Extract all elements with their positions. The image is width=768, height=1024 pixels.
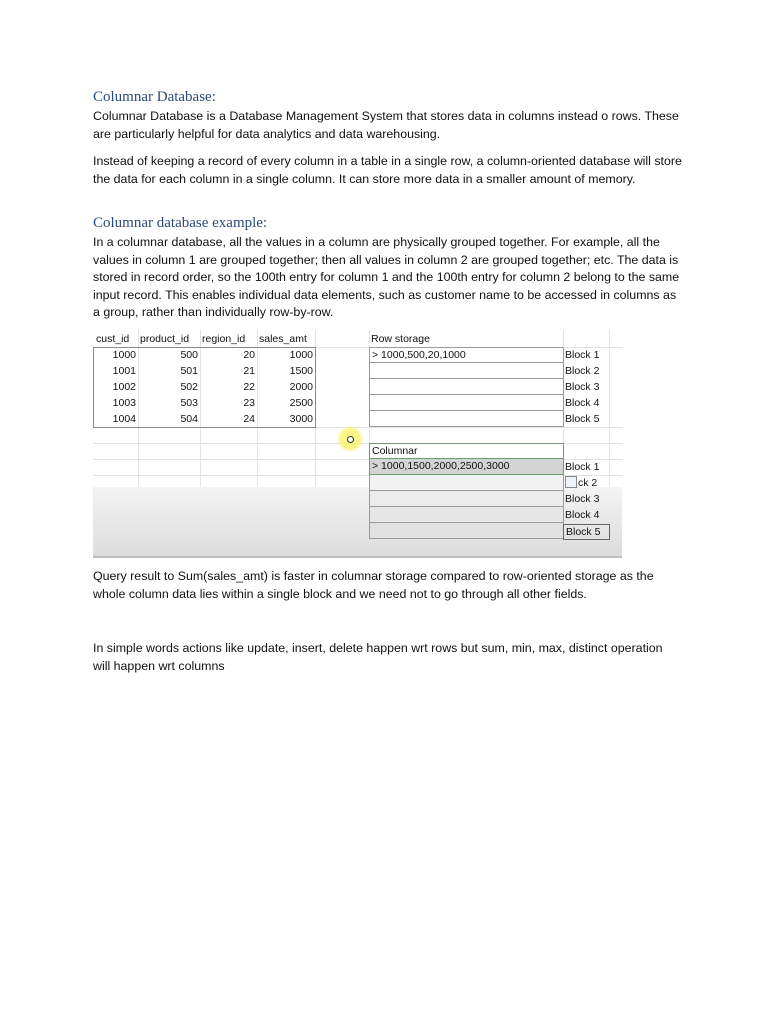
table-cell: 1001 (112, 365, 136, 377)
table-cell: 500 (180, 349, 198, 361)
row-storage-cell-4 (369, 395, 564, 411)
table-cell: 22 (243, 381, 255, 393)
paste-options-icon[interactable] (565, 476, 577, 488)
columnar-block-label: ck 2 (578, 477, 598, 489)
columnar-value-1: > 1000,1500,2000,2500,3000 (369, 459, 564, 475)
table-cell: 503 (180, 397, 198, 409)
row-block-label: Block 2 (565, 365, 600, 377)
cursor-icon (347, 436, 354, 443)
storage-paragraph: Instead of keeping a record of every column in a table in a single row, a column-oriented database will store the data for each column in a single column. It can store more data in a smaller amount of memory. (93, 154, 682, 186)
spreadsheet-image (93, 330, 622, 558)
row-storage-title: Row storage (371, 333, 430, 345)
columnar-cell-3 (369, 491, 564, 507)
row-storage-cell-5 (369, 411, 564, 427)
row-storage-value-1: > 1000,500,20,1000 (369, 347, 564, 363)
table-cell: 1000 (289, 349, 313, 361)
table-cell: 1002 (112, 381, 136, 393)
columnar-title: Columnar (369, 443, 564, 459)
columnar-block-label: Block 3 (565, 493, 600, 505)
table-cell: 2500 (289, 397, 313, 409)
summary-paragraph: In simple words actions like update, insert, delete happen wrt rows but sum, min, max, distinct operation will happen wrt columns (93, 641, 663, 673)
columnar-cell-5 (369, 523, 564, 539)
table-cell: 24 (243, 413, 255, 425)
table-cell: 1500 (289, 365, 313, 377)
columnar-block-label: Block 4 (565, 509, 600, 521)
row-storage-cell-3 (369, 379, 564, 395)
table-cell: 502 (180, 381, 198, 393)
row-block-label: Block 5 (565, 413, 600, 425)
row-storage-cell-2 (369, 363, 564, 379)
header-product-id: product_id (140, 333, 190, 345)
columnar-cell-2 (369, 475, 564, 491)
table-cell: 501 (180, 365, 198, 377)
columnar-block-label: Block 1 (565, 461, 600, 473)
row-block-label: Block 1 (565, 349, 600, 361)
columnar-block-label: Block 5 (563, 524, 610, 540)
heading-columnar-example: Columnar database example: (93, 215, 268, 231)
table-cell: 2000 (289, 381, 313, 393)
table-cell: 23 (243, 397, 255, 409)
header-region-id: region_id (202, 333, 246, 345)
example-paragraph: In a columnar database, all the values in a column are physically grouped together. For example, all the values in column 1 are grouped together; then all values in column 2 are grouped together; etc. The data is stored in record order, so the 100th entry for column 1 and the 100th entry for column 2 belong to the same input record. This enables individual data elements, such as customer name to be accessed in columns as a group, rather than individually row-by-row. (93, 235, 680, 320)
intro-paragraph: Columnar Database is a Database Management System that stores data in columns instead o rows. These are particularly helpful for data analytics and data warehousing. (93, 109, 679, 141)
heading-columnar-database: Columnar Database: (93, 89, 216, 105)
columnar-cell-4 (369, 507, 564, 523)
header-sales-amt: sales_amt (259, 333, 307, 345)
row-block-label: Block 3 (565, 381, 600, 393)
table-cell: 1000 (112, 349, 136, 361)
row-block-label: Block 4 (565, 397, 600, 409)
table-cell: 20 (243, 349, 255, 361)
header-cust-id: cust_id (96, 333, 130, 345)
table-cell: 1003 (112, 397, 136, 409)
table-cell: 504 (180, 413, 198, 425)
table-cell: 21 (243, 365, 255, 377)
query-paragraph: Query result to Sum(sales_amt) is faster in columnar storage compared to row-oriented storage as the whole column data lies within a single block and we need not to go through all other fields. (93, 569, 654, 601)
table-cell: 1004 (112, 413, 136, 425)
table-cell: 3000 (289, 413, 313, 425)
